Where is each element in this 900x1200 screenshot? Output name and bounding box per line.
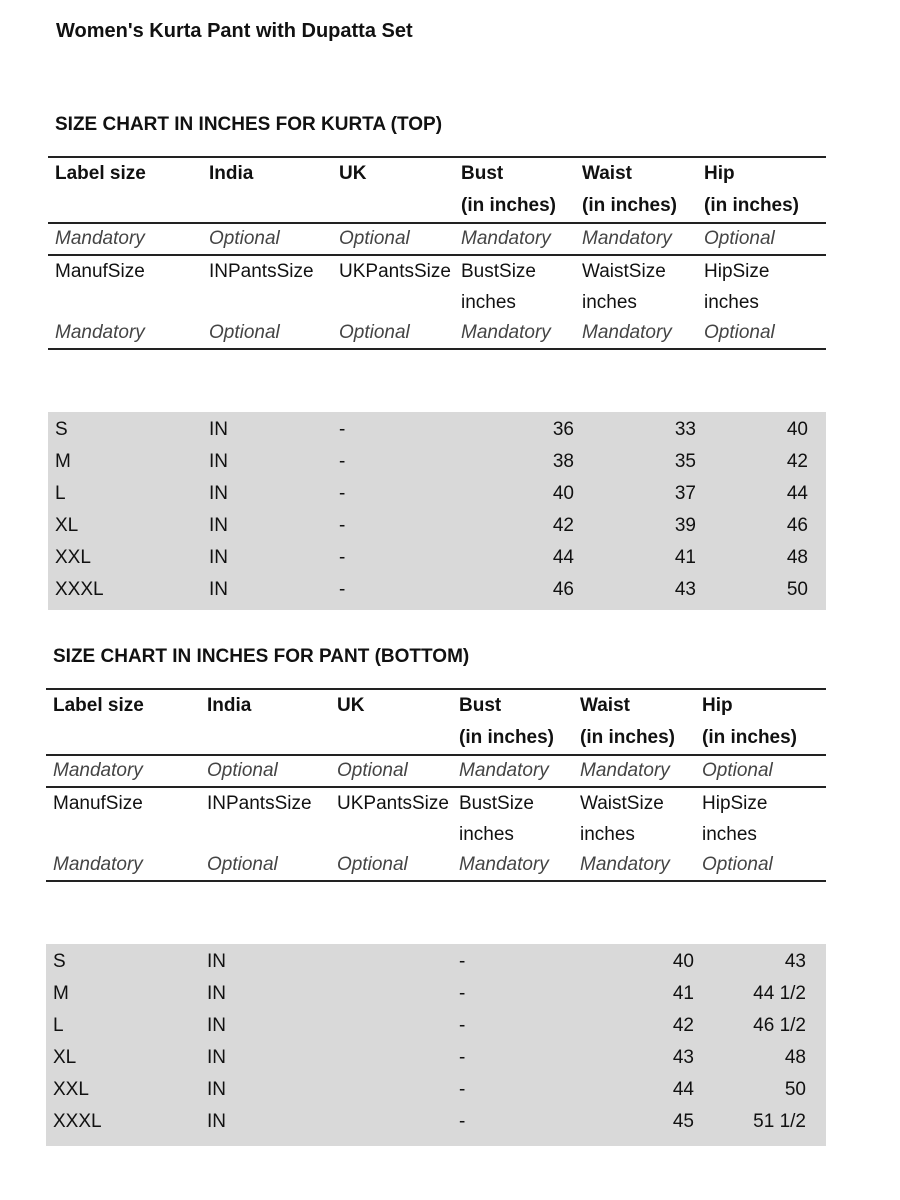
table-row — [46, 1010, 826, 1042]
table-cell: XXXL — [55, 579, 104, 600]
table-cell: - — [459, 1047, 466, 1068]
kurta-header-row — [48, 158, 826, 224]
kurta-size-chart — [48, 114, 826, 610]
table-cell: 39 — [674, 515, 696, 536]
col-waist-sub: (in inches) — [580, 727, 676, 748]
table-cell: XL — [53, 1047, 77, 1068]
field-cell — [461, 256, 582, 318]
col-bust-label: Bust — [459, 695, 502, 716]
col-uk: UK — [339, 163, 367, 184]
field-name: HipSize — [702, 793, 768, 814]
table-row — [48, 414, 826, 446]
pant-header-row — [46, 690, 826, 756]
table-cell: IN — [207, 951, 226, 972]
table-cell: 48 — [786, 547, 808, 568]
pant-section-title: SIZE CHART IN INCHES FOR PANT (BOTTOM) — [53, 646, 470, 667]
table-cell: XL — [55, 515, 79, 536]
table-cell: XXL — [55, 547, 91, 568]
table-cell: 38 — [552, 451, 574, 472]
table-cell: 51 1/2 — [753, 1111, 806, 1132]
field-unit: inches — [459, 824, 514, 845]
table-cell: 46 — [552, 579, 574, 600]
table-cell — [337, 1074, 459, 1106]
pant-size-chart — [46, 646, 826, 1146]
col-hip-label: Hip — [702, 695, 733, 716]
table-cell: - — [339, 483, 346, 504]
field-unit: inches — [704, 292, 759, 313]
table-row — [48, 510, 826, 542]
table-row — [46, 1106, 826, 1138]
table-cell: 33 — [674, 419, 696, 440]
field-cell: INPantsSize — [209, 261, 314, 282]
table-cell — [337, 1042, 459, 1074]
req-cell: Mandatory — [582, 322, 672, 343]
col-uk: UK — [337, 695, 365, 716]
table-cell: 37 — [674, 483, 696, 504]
req-cell: Optional — [702, 760, 773, 781]
col-bust-sub: (in inches) — [459, 727, 555, 748]
table-cell: IN — [209, 515, 228, 536]
pant-requirement-row-2 — [46, 850, 826, 882]
page-title: Women's Kurta Pant with Dupatta Set — [56, 20, 413, 42]
table-cell: S — [55, 419, 68, 440]
table-cell — [337, 946, 459, 978]
req-cell: Optional — [339, 228, 410, 249]
table-cell: IN — [209, 547, 228, 568]
col-bust — [459, 690, 580, 754]
kurta-requirement-row-2 — [48, 318, 826, 350]
table-cell: 35 — [674, 451, 696, 472]
table-cell: 41 — [674, 547, 696, 568]
table-cell: - — [459, 1079, 466, 1100]
table-cell: XXXL — [53, 1111, 102, 1132]
req-cell: Mandatory — [55, 322, 145, 343]
req-cell: Mandatory — [459, 760, 549, 781]
col-hip-label: Hip — [704, 163, 735, 184]
req-cell: Mandatory — [580, 760, 670, 781]
req-cell: Optional — [704, 322, 775, 343]
table-cell: IN — [207, 1079, 226, 1100]
table-row — [46, 946, 826, 978]
pant-field-row — [46, 788, 826, 850]
col-india: India — [209, 163, 254, 184]
table-cell: IN — [209, 579, 228, 600]
field-unit: inches — [580, 824, 635, 845]
table-cell: 42 — [552, 515, 574, 536]
kurta-field-row — [48, 256, 826, 318]
col-bust-label: Bust — [461, 163, 504, 184]
field-name: WaistSize — [580, 793, 664, 814]
field-name: HipSize — [704, 261, 770, 282]
col-hip — [704, 158, 816, 222]
pant-requirement-row-1 — [46, 756, 826, 788]
table-row — [48, 478, 826, 510]
table-cell: 41 — [672, 983, 694, 1004]
table-cell: - — [459, 1111, 466, 1132]
table-cell: 43 — [672, 1047, 694, 1068]
table-cell: IN — [209, 451, 228, 472]
field-name: BustSize — [461, 261, 536, 282]
col-waist — [582, 158, 704, 222]
table-cell — [337, 1106, 459, 1138]
table-cell: 44 — [552, 547, 574, 568]
table-cell: IN — [207, 1047, 226, 1068]
pant-data-table — [46, 944, 826, 1146]
req-cell: Mandatory — [461, 322, 551, 343]
table-cell: IN — [207, 983, 226, 1004]
field-cell — [702, 788, 814, 850]
table-row — [48, 542, 826, 574]
table-row — [48, 446, 826, 478]
col-hip — [702, 690, 814, 754]
req-cell: Mandatory — [580, 854, 670, 875]
table-cell: - — [339, 579, 346, 600]
req-cell: Optional — [337, 854, 408, 875]
field-cell: UKPantsSize — [337, 793, 449, 814]
col-label-size: Label size — [53, 695, 144, 716]
req-cell: Mandatory — [461, 228, 551, 249]
table-cell: 40 — [786, 419, 808, 440]
table-cell: - — [459, 983, 466, 1004]
table-cell: 46 — [786, 515, 808, 536]
table-cell: 42 — [672, 1015, 694, 1036]
col-bust-sub: (in inches) — [461, 195, 557, 216]
field-cell — [582, 256, 704, 318]
table-row — [46, 1042, 826, 1074]
table-cell: 46 1/2 — [753, 1015, 806, 1036]
col-waist — [580, 690, 702, 754]
field-cell — [704, 256, 816, 318]
table-cell — [337, 978, 459, 1010]
table-cell: 44 — [786, 483, 808, 504]
req-cell: Mandatory — [55, 228, 145, 249]
table-cell: 43 — [674, 579, 696, 600]
col-waist-label: Waist — [582, 163, 632, 184]
col-label-size: Label size — [55, 163, 146, 184]
field-name: BustSize — [459, 793, 534, 814]
table-cell: - — [459, 951, 466, 972]
col-hip-sub: (in inches) — [704, 195, 800, 216]
table-cell: 36 — [552, 419, 574, 440]
table-cell: L — [53, 1015, 64, 1036]
table-cell: XXL — [53, 1079, 89, 1100]
field-cell: ManufSize — [55, 261, 145, 282]
table-cell: - — [339, 515, 346, 536]
table-cell: 50 — [784, 1079, 806, 1100]
field-cell: INPantsSize — [207, 793, 312, 814]
col-india: India — [207, 695, 252, 716]
table-cell: S — [53, 951, 66, 972]
col-waist-label: Waist — [580, 695, 630, 716]
req-cell: Optional — [702, 854, 773, 875]
table-cell: 50 — [786, 579, 808, 600]
table-cell: 48 — [784, 1047, 806, 1068]
table-cell: 45 — [672, 1111, 694, 1132]
req-cell: Optional — [337, 760, 408, 781]
kurta-header — [48, 156, 826, 350]
req-cell: Mandatory — [53, 760, 143, 781]
table-cell: IN — [207, 1015, 226, 1036]
table-cell: 44 — [672, 1079, 694, 1100]
table-cell: - — [339, 547, 346, 568]
table-cell: 40 — [552, 483, 574, 504]
req-cell: Optional — [207, 854, 278, 875]
table-cell: 42 — [786, 451, 808, 472]
col-waist-sub: (in inches) — [582, 195, 678, 216]
table-cell: IN — [209, 483, 228, 504]
field-unit: inches — [702, 824, 757, 845]
table-cell: 44 1/2 — [753, 983, 806, 1004]
kurta-data-table — [48, 412, 826, 610]
req-cell: Optional — [339, 322, 410, 343]
field-unit: inches — [461, 292, 516, 313]
field-cell — [580, 788, 702, 850]
req-cell: Optional — [209, 322, 280, 343]
req-cell: Mandatory — [459, 854, 549, 875]
table-row — [46, 978, 826, 1010]
req-cell: Mandatory — [53, 854, 143, 875]
table-cell: IN — [207, 1111, 226, 1132]
pant-header — [46, 688, 826, 882]
table-cell: 43 — [784, 951, 806, 972]
table-cell: - — [339, 451, 346, 472]
table-cell: - — [339, 419, 346, 440]
table-cell: M — [55, 451, 71, 472]
table-row — [46, 1074, 826, 1106]
table-cell: M — [53, 983, 69, 1004]
table-cell — [337, 1010, 459, 1042]
field-unit: inches — [582, 292, 637, 313]
table-cell: L — [55, 483, 66, 504]
table-row — [48, 574, 826, 606]
col-hip-sub: (in inches) — [702, 727, 798, 748]
field-cell: UKPantsSize — [339, 261, 451, 282]
req-cell: Mandatory — [582, 228, 672, 249]
table-cell: 40 — [672, 951, 694, 972]
kurta-section-title: SIZE CHART IN INCHES FOR KURTA (TOP) — [55, 114, 443, 135]
field-name: WaistSize — [582, 261, 666, 282]
req-cell: Optional — [209, 228, 280, 249]
field-cell: ManufSize — [53, 793, 143, 814]
field-cell — [459, 788, 580, 850]
col-bust — [461, 158, 582, 222]
req-cell: Optional — [704, 228, 775, 249]
table-cell: - — [459, 1015, 466, 1036]
table-cell: IN — [209, 419, 228, 440]
kurta-requirement-row-1 — [48, 224, 826, 256]
req-cell: Optional — [207, 760, 278, 781]
